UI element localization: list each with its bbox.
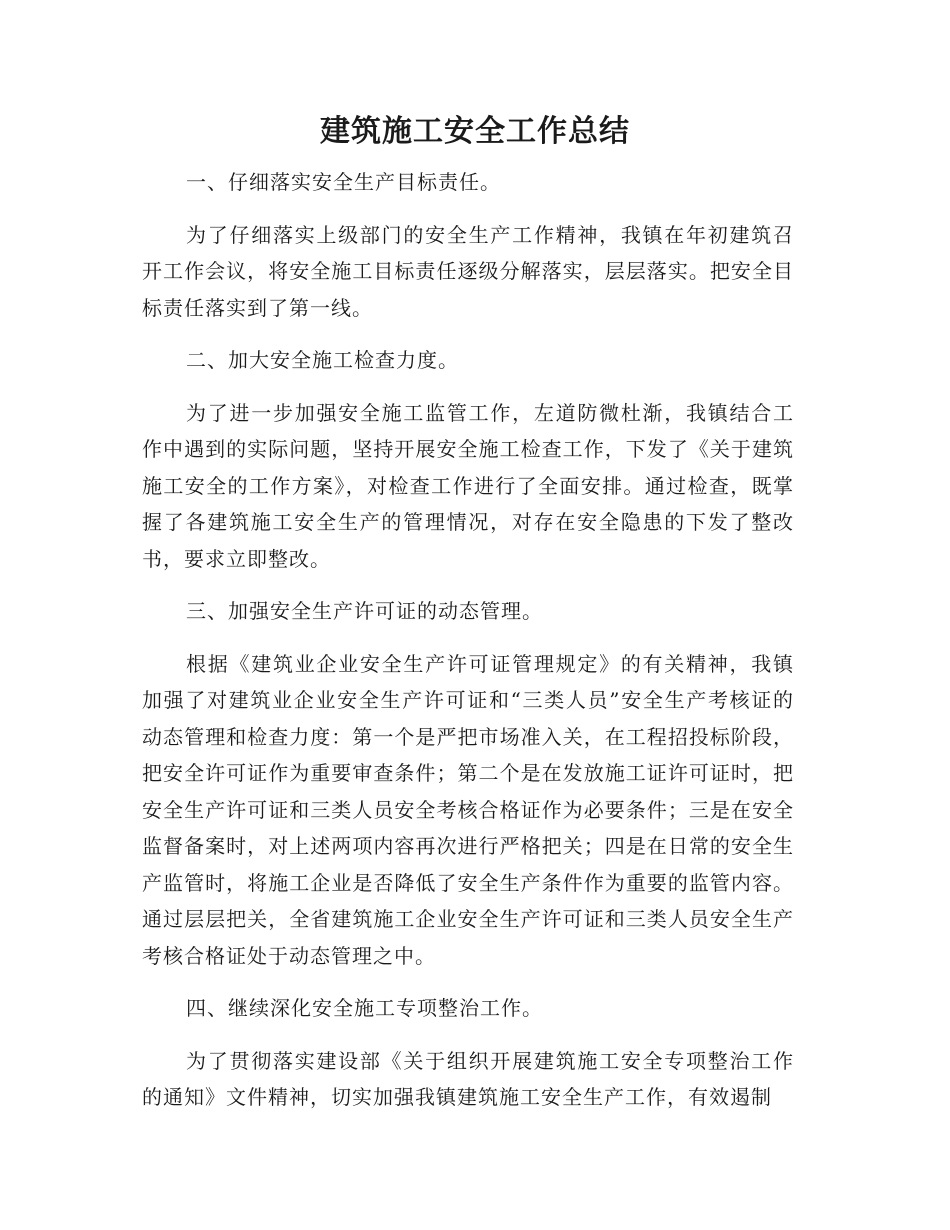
section-2: [142, 342, 794, 577]
section-paragraph: 为了贯彻落实建设部《关于组织开展建筑施工安全专项整治工作的通知》文件精神，切实加强我镇建筑施工安全生产工作，有效遏制: [142, 1048, 794, 1109]
section-4: [142, 990, 794, 1116]
document-title: 建筑施工安全工作总结: [320, 114, 630, 149]
section-1: [142, 164, 794, 326]
section-paragraph: 为了进一步加强安全施工监管工作，左道防微杜渐，我镇结合工作中遇到的实际问题，坚持开展安全施工检查工作，下发了《关于建筑施工安全的工作方案》，对检查工作进行了全面安排。通过检查，既掌握了各建筑施工安全生产的管理情况，对存在安全隐患的下发了整改书，要求立即整改。: [142, 400, 794, 571]
section-heading: 二、加大安全施工检查力度。: [186, 348, 459, 372]
section-heading: 三、加强安全生产许可证的动态管理。: [186, 599, 543, 623]
section-heading: 四、继续深化安全施工专项整治工作。: [186, 996, 543, 1020]
section-3: [142, 593, 794, 974]
section-heading: 一、仔细落实安全生产目标责任。: [186, 170, 501, 194]
section-paragraph: 根据《建筑业企业安全生产许可证管理规定》的有关精神，我镇加强了对建筑业企业安全生产许可证和“三类人员”安全生产考核证的动态管理和检查力度：第一个是严把市场准入关，在工程招投标阶段，把安全许可证作为重要审查条件；第二个是在发放施工证许可证时，把安全生产许可证和三类人员安全考核合格证作为必要条件；三是在安全监督备案时，对上述两项内容再次进行严格把关；四是在日常的安全生产监管时，将施工企业是否降低了安全生产条件作为重要的监管内容。通过层层把关，全省建筑施工企业安全生产许可证和三类人员安全生产考核合格证处于动态管理之中。: [142, 651, 794, 968]
document-body: [142, 164, 794, 1132]
section-paragraph: 为了仔细落实上级部门的安全生产工作精神，我镇在年初建筑召开工作会议，将安全施工目标责任逐级分解落实，层层落实。把安全目标责任落实到了第一线。: [142, 222, 794, 320]
